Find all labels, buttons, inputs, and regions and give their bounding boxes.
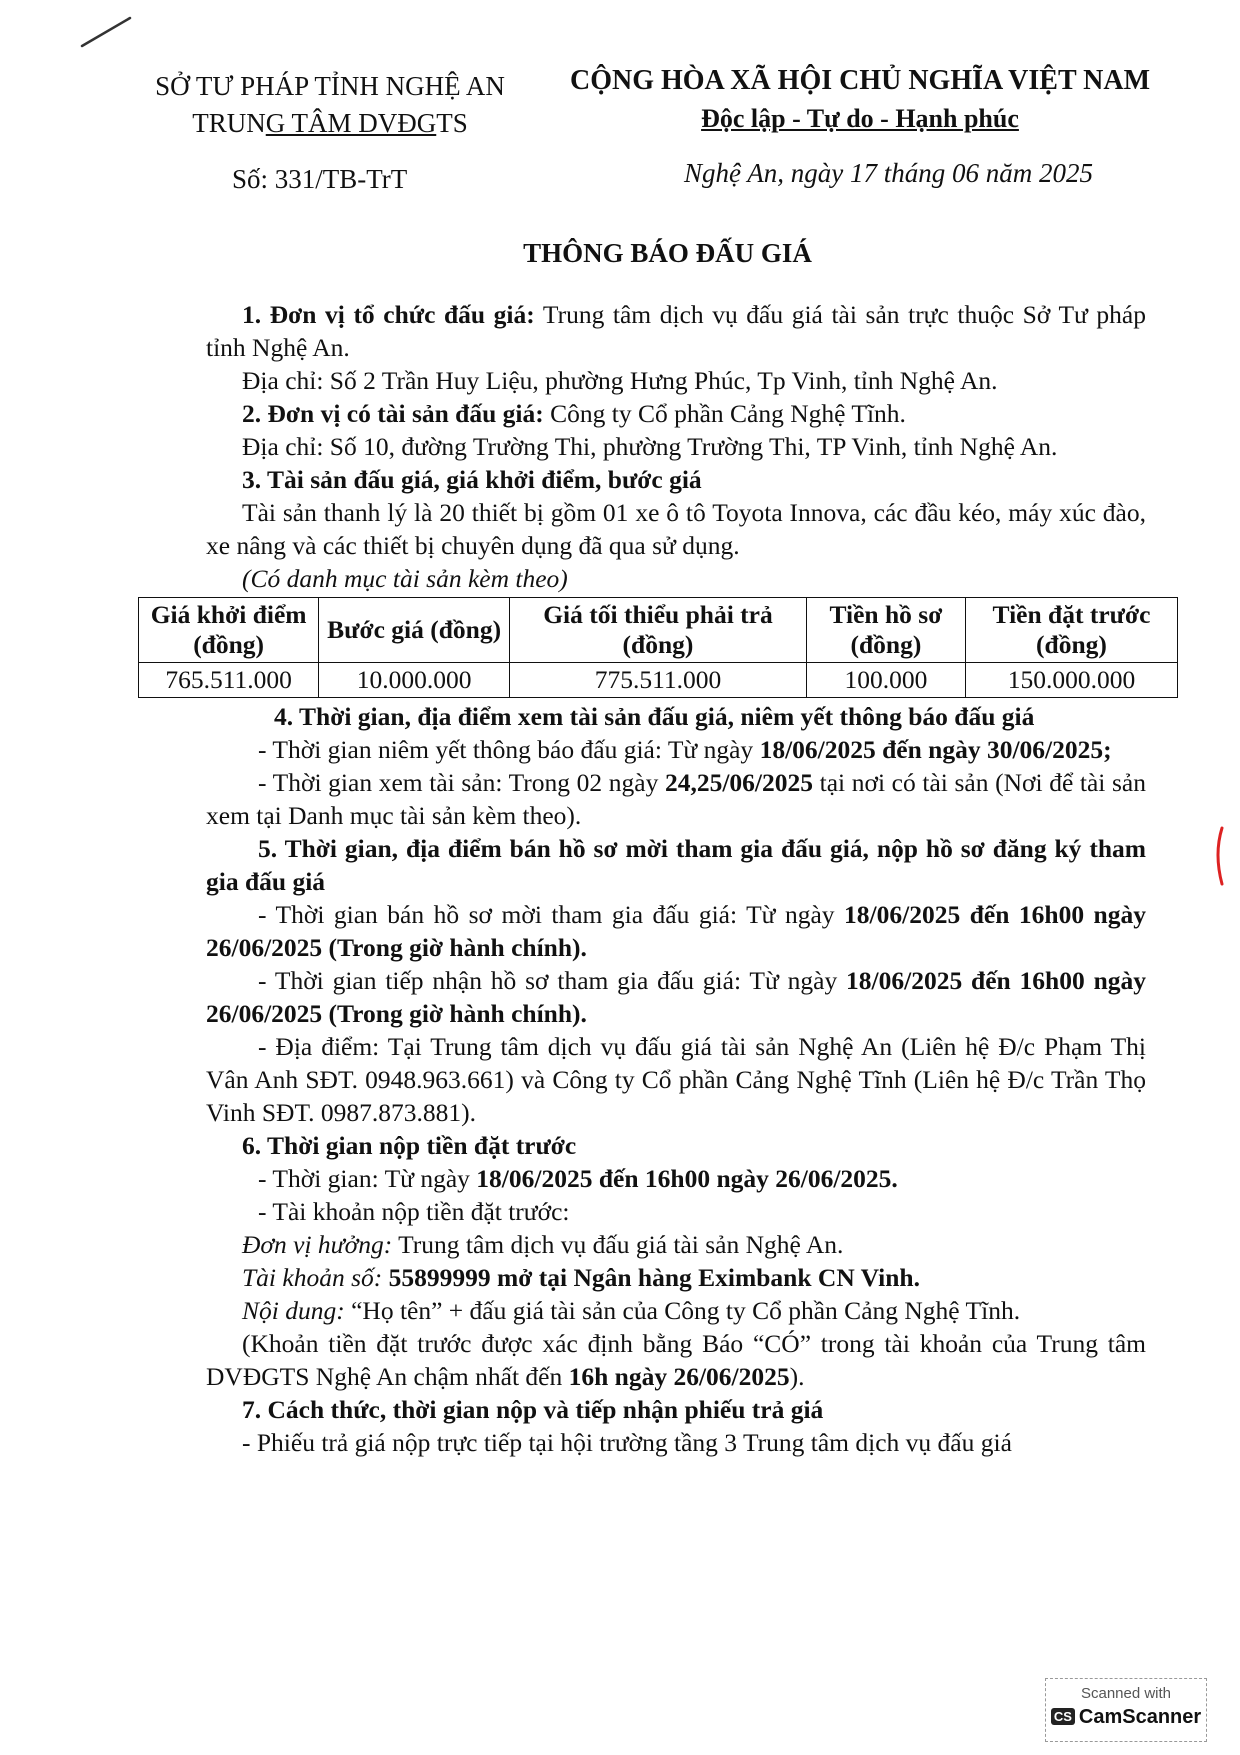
- camscanner-brand: CS CamScanner: [1046, 1706, 1206, 1729]
- section-2: 2. Đơn vị có tài sản đấu giá: Công ty Cổ phần Cảng Nghệ Tĩnh.: [242, 399, 906, 428]
- section-5-line3: - Địa điểm: Tại Trung tâm dịch vụ đấu giá tài sản Nghệ An (Liên hệ Đ/c Phạm Thị Vân Anh SĐT. 0948.963.661) và Công ty Cổ phần Cảng Nghệ Tĩnh (Liên hệ Đ/c Trần Thọ Vinh SĐT. 0987.873.881).: [206, 1032, 1146, 1127]
- section-5-heading: 5. Thời gian, địa điểm bán hồ sơ mời tham gia đấu giá, nộp hồ sơ đăng ký tham gia đấu giá: [206, 834, 1146, 896]
- section-3-heading: 3. Tài sản đấu giá, giá khởi điểm, bước giá: [242, 465, 702, 494]
- country-header: [560, 62, 1160, 138]
- section-5-line1: - Thời gian bán hồ sơ mời tham gia đấu giá: Từ ngày 18/06/2025 đến 16h00 ngày 26/06/2025 (Trong giờ hành chính).: [206, 900, 1146, 962]
- header-deposit: Tiền đặt trước (đồng): [965, 598, 1177, 663]
- section-6-line2: - Tài khoản nộp tiền đặt trước:: [258, 1197, 570, 1226]
- value-min-price: 775.511.000: [510, 663, 807, 698]
- section-3-note: (Có danh mục tài sản kèm theo): [242, 564, 568, 593]
- header-starting-price: Giá khởi điểm (đồng): [139, 598, 319, 663]
- agency-line2: TRUNG TÂM DVĐGTS: [192, 108, 468, 138]
- section-6-line1: - Thời gian: Từ ngày 18/06/2025 đến 16h00 ngày 26/06/2025.: [258, 1164, 898, 1193]
- value-starting-price: 765.511.000: [139, 663, 319, 698]
- document-title: THÔNG BÁO ĐẤU GIÁ: [523, 238, 812, 268]
- section-6-content: Nội dung: “Họ tên” + đấu giá tài sản của Công ty Cổ phần Cảng Nghệ Tĩnh.: [242, 1296, 1021, 1325]
- section-6-note: (Khoản tiền đặt trước được xác định bằng Báo “CÓ” trong tài khoản của Trung tâm DVĐGTS Nghệ An chậm nhất đến 16h ngày 26/06/2025).: [206, 1329, 1146, 1391]
- section-4-line2: - Thời gian xem tài sản: Trong 02 ngày 24,25/06/2025 tại nơi có tài sản (Nơi để tài sản xem tại Danh mục tài sản kèm theo).: [206, 768, 1146, 830]
- value-dossier-fee: 100.000: [806, 663, 965, 698]
- section-1: 1. Đơn vị tổ chức đấu giá: Trung tâm dịch vụ đấu giá tài sản trực thuộc Sở Tư pháp tỉnh Nghệ An.: [206, 300, 1147, 362]
- camscanner-watermark: [1045, 1678, 1207, 1742]
- header-dossier-fee: Tiền hồ sơ (đồng): [806, 598, 965, 663]
- price-table-header-row: [139, 598, 1178, 663]
- section-7-line1: - Phiếu trả giá nộp trực tiếp tại hội trường tầng 3 Trung tâm dịch vụ đấu giá: [242, 1428, 1012, 1457]
- section-5-line2: - Thời gian tiếp nhận hồ sơ tham gia đấu giá: Từ ngày 18/06/2025 đến 16h00 ngày 26/06/2025 (Trong giờ hành chính).: [206, 966, 1147, 1028]
- price-table-value-row: [139, 663, 1178, 698]
- country-name: CỘNG HÒA XÃ HỘI CHỦ NGHĨA VIỆT NAM: [569, 65, 1151, 96]
- section-6-heading: 6. Thời gian nộp tiền đặt trước: [242, 1131, 577, 1160]
- value-deposit: 150.000.000: [965, 663, 1177, 698]
- document-body: [150, 298, 1151, 1459]
- section-7-heading: 7. Cách thức, thời gian nộp và tiếp nhận phiếu trả giá: [242, 1395, 824, 1424]
- price-table: [138, 597, 1178, 698]
- camscanner-logo-icon: CS: [1051, 1708, 1075, 1725]
- section-3-text: Tài sản thanh lý là 20 thiết bị gồm 01 xe ô tô Toyota Innova, các đầu kéo, máy xúc đào, xe nâng và các thiết bị chuyên dụng đã qua sử dụng.: [206, 498, 1146, 560]
- agency-line1: SỞ TƯ PHÁP TỈNH NGHỆ AN: [155, 71, 505, 101]
- header-bid-step: Bước giá (đồng): [319, 598, 510, 663]
- agency-header: [140, 68, 520, 142]
- document-number: Số: 331/TB-TrT: [232, 164, 408, 194]
- place-date: Nghệ An, ngày 17 tháng 06 năm 2025: [684, 158, 1093, 188]
- motto: Độc lập - Tự do - Hạnh phúc: [701, 104, 1019, 133]
- section-6-account: Tài khoản số: 55899999 mở tại Ngân hàng Eximbank CN Vinh.: [242, 1263, 920, 1292]
- section-2-address: Địa chỉ: Số 10, đường Trường Thi, phường Trường Thi, TP Vinh, tỉnh Nghệ An.: [242, 432, 1058, 461]
- section-6-beneficiary: Đơn vị hưởng: Trung tâm dịch vụ đấu giá tài sản Nghệ An.: [242, 1230, 844, 1259]
- red-pen-mark: [1212, 826, 1228, 886]
- section-1-address: Địa chỉ: Số 2 Trần Huy Liệu, phường Hưng Phúc, Tp Vinh, tỉnh Nghệ An.: [242, 366, 998, 395]
- pen-stroke-mark: [80, 14, 140, 50]
- header-min-price: Giá tối thiểu phải trả (đồng): [510, 598, 807, 663]
- value-bid-step: 10.000.000: [319, 663, 510, 698]
- scanned-with-label: Scanned with: [1080, 1685, 1172, 1702]
- section-4-line1: - Thời gian niêm yết thông báo đấu giá: Từ ngày 18/06/2025 đến ngày 30/06/2025;: [258, 735, 1112, 764]
- section-4-heading: 4. Thời gian, địa điểm xem tài sản đấu giá, niêm yết thông báo đấu giá: [274, 702, 1035, 731]
